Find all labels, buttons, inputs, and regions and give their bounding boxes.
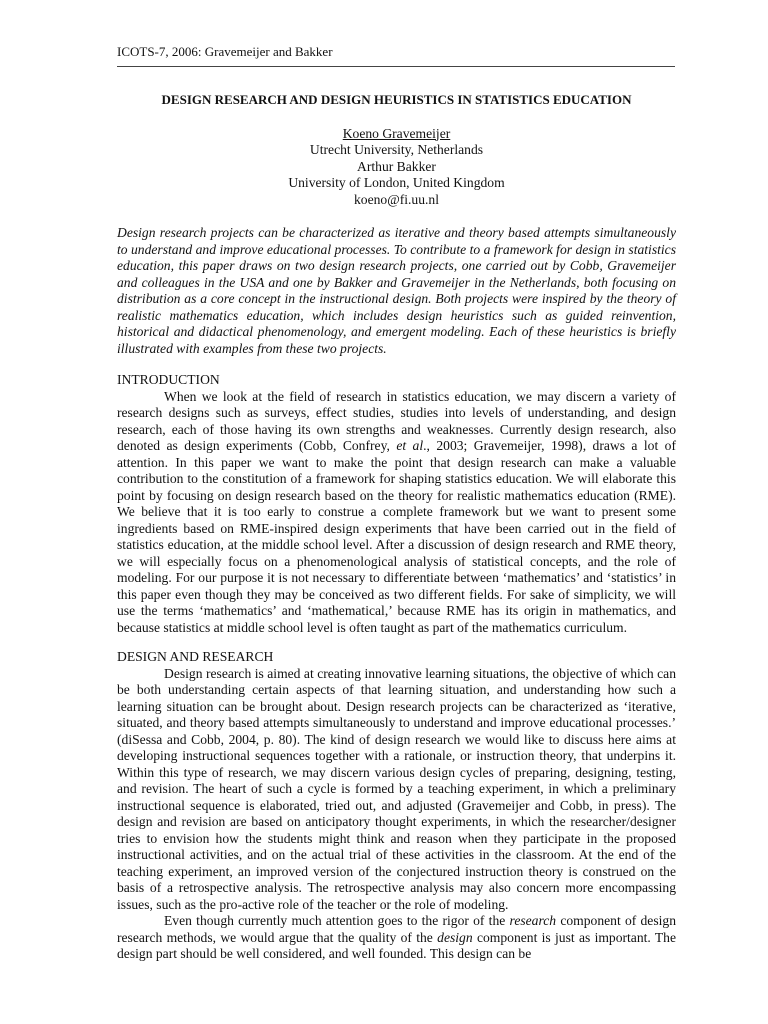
intro-text-a: When we look at the field of research in statistics education, we may discern a variety of research designs such as surveys, effect studies, studies into levels of understanding, and design research, each of those having its own strengths and weaknesses. Currently design research, also denoted as design experiments (Cobb, Confrey, <box>117 388 676 453</box>
design-research-paragraph-2 <box>117 913 676 963</box>
affiliation-2: University of London, United Kingdom <box>288 175 505 190</box>
running-head: ICOTS-7, 2006: Gravemeijer and Bakker <box>117 44 333 59</box>
intro-text-etal: et al <box>396 438 424 453</box>
header-rule <box>117 66 675 67</box>
author-name-1: Koeno Gravemeijer <box>342 125 451 141</box>
abstract: Design research projects can be characterized as iterative and theory based attempts simultaneously to understand and improve educational processes. To contribute to a framework for design in statistics education, this paper draws on two design research projects, one carried out by Cobb, Gravemeijer and colleagues in the USA and one by Bakker and Gravemeijer in the Netherlands, both focusing on distribution as a core concept in the instructional design. Both projects were inspired by the theory of realistic mathematics education, which includes design heuristics such as guided reinvention, historical and didactical phenomenology, and emergent modeling. Each of these heuristics is briefly illustrated with examples from these two projects. <box>117 225 676 356</box>
affiliation-1: Utrecht University, Netherlands <box>309 142 484 157</box>
dr2-text-design: design <box>437 929 473 945</box>
paper-body <box>117 92 676 963</box>
section-gap <box>117 636 676 649</box>
dr2-text-a: Even though currently much attention goes to the rigor of the <box>164 913 510 928</box>
author-name-2: Arthur Bakker <box>357 158 436 174</box>
design-research-paragraph-1: Design research is aimed at creating innovative learning situations, the objective of which can be both understanding certain aspects of that learning situation, and understanding how such a learning situation can be brought about. Design research projects can be characterized as ‘iterative, situated, and theory based attempts simultaneously to understand and improve educational processes.’ (diSessa and Cobb, 2004, p. 80). The kind of design research we would like to discuss here aims at developing instructional sequences together with a rationale, or instruction theory, that underpins it. Within this type of research, we may discern various design cycles of preparing, designing, testing, and revision. The heart of such a cycle is formed by a teaching experiment, in which a preliminary instructional sequence is elaborated, tried out, and adjusted (Gravemeijer and Cobb, in press). The design and revision are based on anticipatory thought experiments, in which the researcher/designer tries to envision how the students might think and reason when they participate in the proposed instructional activities, and on the actual trial of these activities in the classroom. At the end of the teaching experiment, an improved version of the conjectured instruction theory is construed on the basis of a retrospective analysis. The retrospective analysis may also concern more encompassing issues, such as the pro-active role of the teacher or the role of modeling. <box>117 665 676 912</box>
paper-title: DESIGN RESEARCH AND DESIGN HEURISTICS IN STATISTICS EDUCATION <box>161 92 632 107</box>
introduction-paragraph <box>117 389 676 637</box>
section-heading-introduction: INTRODUCTION <box>117 372 220 387</box>
section-heading-design-research: DESIGN AND RESEARCH <box>117 649 274 664</box>
intro-text-b: ., 2003; Gravemeijer, 1998), draws a lot of attention. In this paper we want to make the point that design research can make a valuable contribution to the constitution of a framework for shaping statistics education. We will elaborate this point by focusing on design research based on the theory for realistic mathematics education (RME). We believe that it is too early to construe a complete framework but we want to present some ingredients based on RME-inspired design experiments that have been carried out in the field of statistics education, at the middle school level. After a discussion of design research and RME theory, we will especially focus on a phenomenological analysis of statistical concepts, and the role of modeling. For our purpose it is not necessary to differentiate between ‘mathematics’ and ‘statistics’ in this paper even though they may be conceived as two different fields. For sake of simplicity, we will use the terms ‘mathematics’ and ‘mathematical,’ because RME has its origin in mathematics, and because statistics at middle school level is often taught as part of the mathematics curriculum. <box>117 438 676 635</box>
author-email: koeno@fi.uu.nl <box>353 191 439 207</box>
dr2-text-c: component is just as important. The design part should be well considered, and well founded. This design can be <box>117 929 677 961</box>
dr2-text-b: component of design research methods, we would argue that the quality of the <box>117 913 677 945</box>
author-block <box>117 126 676 209</box>
dr2-text-research: research <box>509 913 557 928</box>
